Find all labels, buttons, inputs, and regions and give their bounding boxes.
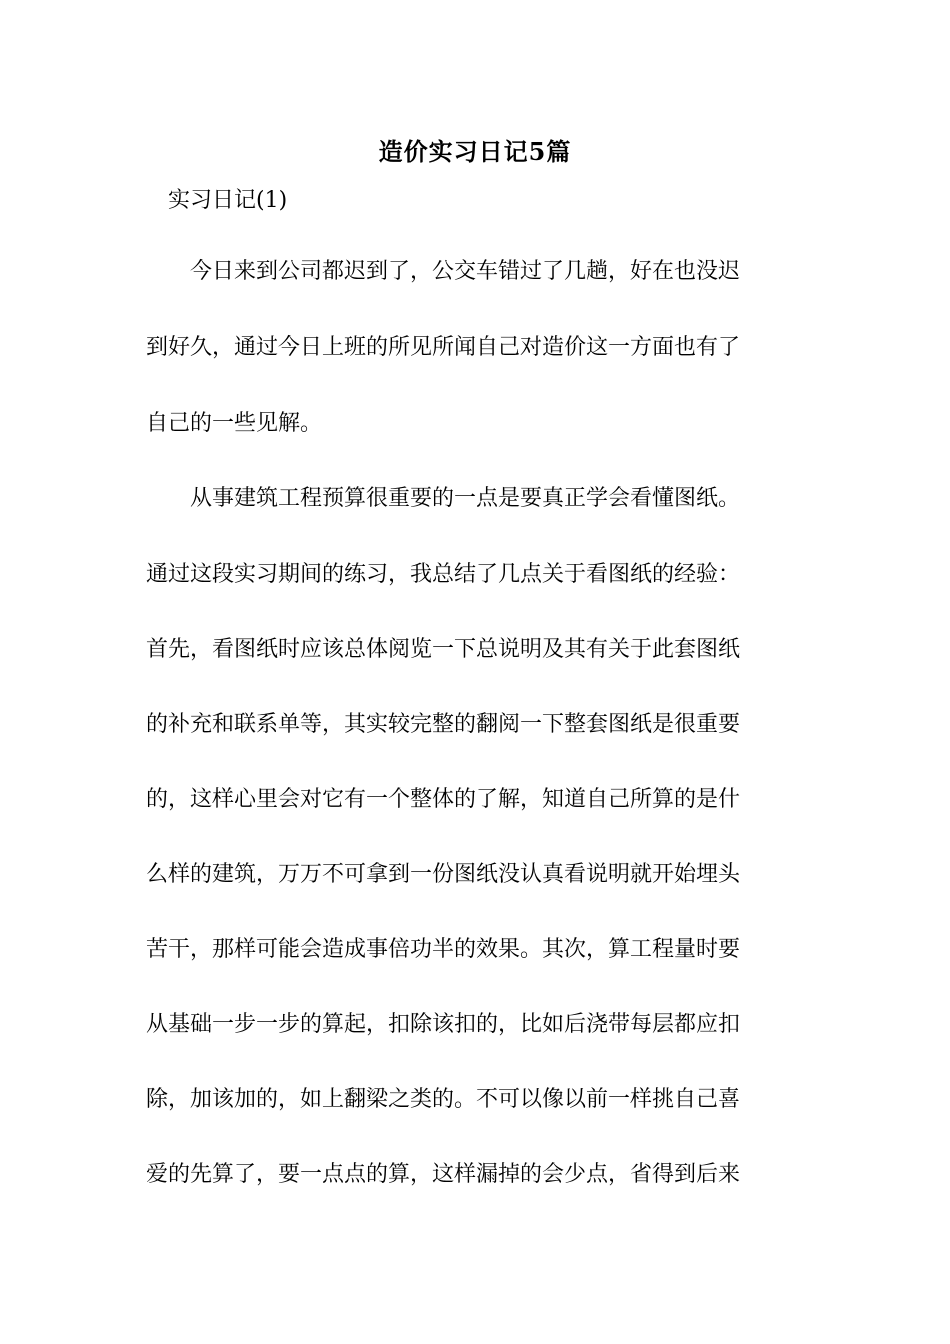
section-heading: 实习日记(1) — [168, 188, 288, 213]
paragraph-line: 的补充和联系单等，其实较完整的翻阅一下整套图纸是很重要 — [146, 712, 741, 737]
paragraph-line: 今日来到公司都迟到了，公交车错过了几趟，好在也没迟 — [146, 259, 741, 284]
paragraph-line: 首先，看图纸时应该总体阅览一下总说明及其有关于此套图纸 — [146, 637, 741, 662]
paragraph-line: 的，这样心里会对它有一个整体的了解，知道自己所算的是什 — [146, 787, 741, 812]
paragraph-line: 自己的一些见解。 — [146, 411, 323, 436]
paragraph-line: 从基础一步一步的算起，扣除该扣的，比如后浇带每层都应扣 — [146, 1012, 741, 1037]
paragraph-line: 么样的建筑，万万不可拿到一份图纸没认真看说明就开始埋头 — [146, 862, 741, 887]
paragraph-line: 爱的先算了，要一点点的算，这样漏掉的会少点，省得到后来 — [146, 1162, 741, 1187]
paragraph-line: 从事建筑工程预算很重要的一点是要真正学会看懂图纸。 — [146, 486, 741, 511]
paragraph-line: 除，加该加的，如上翻梁之类的。不可以像以前一样挑自己喜 — [146, 1087, 741, 1112]
paragraph-line: 苦干，那样可能会造成事倍功半的效果。其次，算工程量时要 — [146, 937, 741, 962]
document-title: 造价实习日记5篇 — [378, 137, 572, 166]
paragraph-line: 到好久，通过今日上班的所见所闻自己对造价这一方面也有了 — [146, 335, 741, 360]
paragraph-line: 通过这段实习期间的练习，我总结了几点关于看图纸的经验： — [146, 562, 741, 587]
